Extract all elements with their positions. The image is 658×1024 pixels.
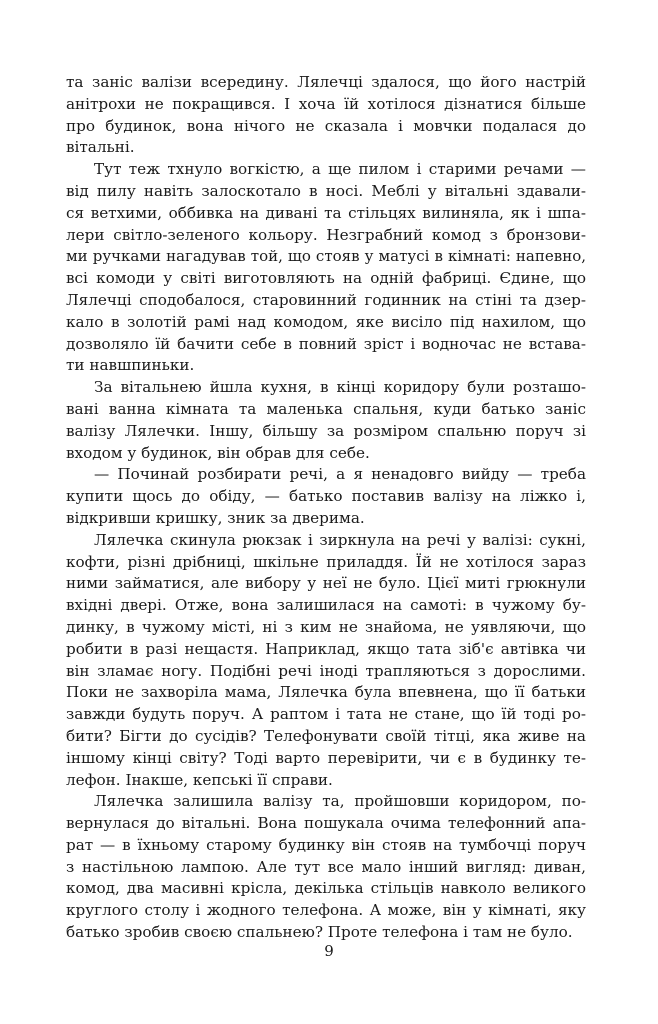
text-line: круглого столу і жодного телефона. А може, він у кімнаті, яку [66,901,586,920]
text-line: ними займатися, але вибору у неї не було. Цієї миті грюкнули [66,574,586,593]
paragraph [66,530,586,792]
text-line: динку, в чужому місті, ні з ким не знайома, не уявляючи, що [66,617,586,636]
text-line: комод, два масивні крісла, декілька стільців навколо великого [66,879,586,898]
text-line: лефон. Інакше, кепські її справи. [66,770,333,789]
text-line: входом у будинок, він обрав для себе. [66,443,370,462]
text-line: Поки не захворіла мама, Лялечка була впевнена, що її батьки [66,683,586,702]
paragraph [66,377,586,464]
text-line: купити щось до обіду, — батько поставив валізу на ліжко і, [66,487,586,506]
text-line: рат — в їхньому старому будинку він стояв на тумбочці поруч [66,835,586,854]
text-line: кофти, різні дрібниці, шкільне приладдя. Їй не хотілося зараз [66,552,586,571]
paragraph [66,464,586,529]
text-line: про будинок, вона нічого не сказала і мовчки подалася до [66,116,586,135]
page-number: 9 [324,942,334,960]
text-line: вернулася до вітальні. Вона пошукала очима телефонний апа- [66,814,586,833]
text-line: кало в золотій рамі над комодом, яке висіло під нахилом, що [66,312,586,331]
text-line: дозволяло їй бачити себе в повний зріст і водночас не встава- [66,334,586,353]
text-line: вані ванна кімната та маленька спальня, куди батько заніс [66,399,586,418]
text-line: ти навшпиньки. [66,356,195,375]
text-line: За вітальнею йшла кухня, в кінці коридору були розташо- [94,378,586,397]
text-line: Лялечці сподобалося, старовинний годинник на стіні та дзер- [66,290,586,309]
text-line: Лялечка скинула рюкзак і зиркнула на речі у валізі: сукні, [94,530,586,549]
text-line: Лялечка залишила валізу та, пройшовши коридором, по- [94,792,586,811]
text-line: вхідні двері. Отже, вона залишилася на самоті: в чужому бу- [66,596,586,615]
text-line: відкривши кришку, зник за дверима. [66,508,365,527]
text-line: анітрохи не покращився. І хоча їй хотілося дізнатися більше [66,94,586,113]
text-line: батько зробив своєю спальнею? Проте телефона і там не було. [66,923,573,942]
text-line: та заніс валізи всередину. Лялечці здалося, що його настрій [66,73,586,91]
paragraph [66,72,586,159]
text-line: — Починай розбирати речі, а я ненадовго вийду — треба [94,465,586,484]
text-line: завжди будуть поруч. А раптом і тата не стане, що їй тоді ро- [66,705,586,724]
text-line: він зламає ногу. Подібні речі іноді трапляються з дорослими. [66,661,586,680]
text-line: іншому кінці світу? Тоді варто перевірити, чи є в будинку те- [66,748,586,767]
text-line: бити? Бігти до сусідів? Телефонувати своїй тітці, яка живе на [66,726,586,745]
text-line: ся ветхими, оббивка на дивані та стільцях вилиняла, як і шпа- [66,203,586,222]
text-line: всі комоди у світі виготовляють на одній фабриці. Єдине, що [66,269,586,288]
paragraph [66,159,586,377]
text-line: робити в разі нещастя. Наприклад, якщо тата зіб'є автівка чи [66,639,586,658]
book-page-body [66,72,586,944]
text-line: Тут теж тхнуло вогкістю, а ще пилом і старими речами — [94,160,586,179]
text-line: лери світло-зеленого кольору. Незграбний комод з бронзови- [66,225,586,244]
text-line: валізу Лялечки. Іншу, більшу за розміром спальню поруч зі [66,421,586,440]
text-line: з настільною лампою. Але тут все мало інший вигляд: диван, [66,857,586,876]
text-line: ми ручками нагадував той, що стояв у матусі в кімнаті: напевно, [66,247,586,266]
paragraph [66,791,586,944]
text-line: вітальні. [66,138,135,157]
text-line: від пилу навіть залоскотало в носі. Меблі у вітальні здавали- [66,181,586,200]
